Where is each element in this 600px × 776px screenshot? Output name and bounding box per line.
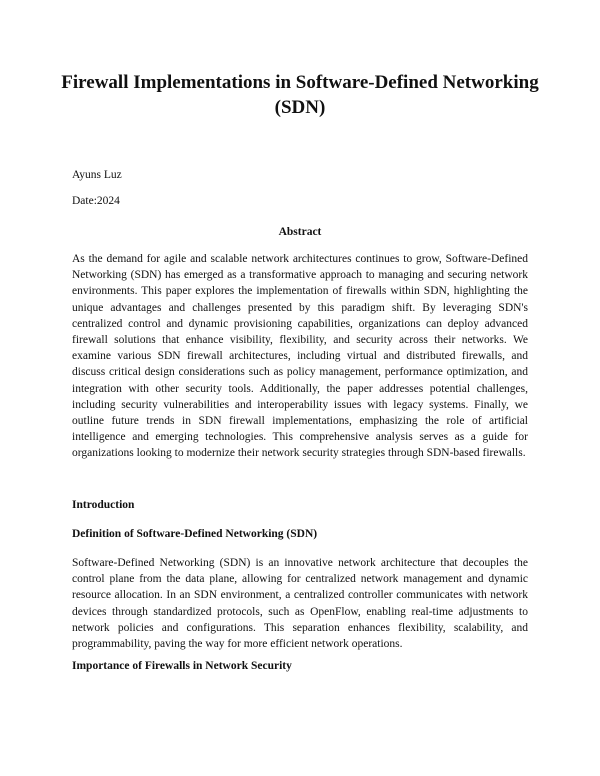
sdn-definition-paragraph: Software-Defined Networking (SDN) is an innovative network architecture that decouples the control plane from the data plane, allowing for centralized network management and dynamic resource allocation. In an SDN environment, a centralized controller communicates with network devices through standardized protocols, such as OpenFlow, enabling real-time adjustments to network policies and configurations. This separation enhances flexibility, scalability, and programmability, paving the way for more efficient network operations. (72, 557, 528, 651)
section-heading-introduction: Introduction (72, 499, 135, 511)
abstract-text: As the demand for agile and scalable network architectures continues to grow, Software-Defined Networking (SDN) has emerged as a transformative approach to managing and securing network environments. This paper explores the implementation of firewalls within SDN, highlighting the unique advantages and challenges presented by this paradigm shift. By leveraging SDN's centralized control and dynamic provisioning capabilities, organizations can deploy advanced firewall solutions that enhance visibility, flexibility, and security across their networks. We examine various SDN firewall architectures, including virtual and distributed firewalls, and discuss critical design considerations such as policy management, performance optimization, and integration with other security tools. Additionally, the paper addresses potential challenges, including security vulnerabilities and interoperability issues with legacy systems. Finally, we outline future trends in SDN firewall implementations, emphasizing the role of artificial intelligence and emerging technologies. This comprehensive analysis serves as a guide for organizations looking to modernize their network security strategies through SDN-based firewalls. (72, 253, 528, 460)
publication-date: Date:2024 (72, 195, 120, 207)
subsection-heading-sdn-definition: Definition of Software-Defined Networking (SDN) (72, 528, 318, 540)
paper-title: Firewall Implementations in Software-Defined Networking (SDN) (61, 72, 539, 118)
subsection-heading-firewall-importance: Importance of Firewalls in Network Security (72, 660, 292, 672)
author-name: Ayuns Luz (72, 169, 122, 181)
abstract-heading: Abstract (278, 226, 322, 238)
